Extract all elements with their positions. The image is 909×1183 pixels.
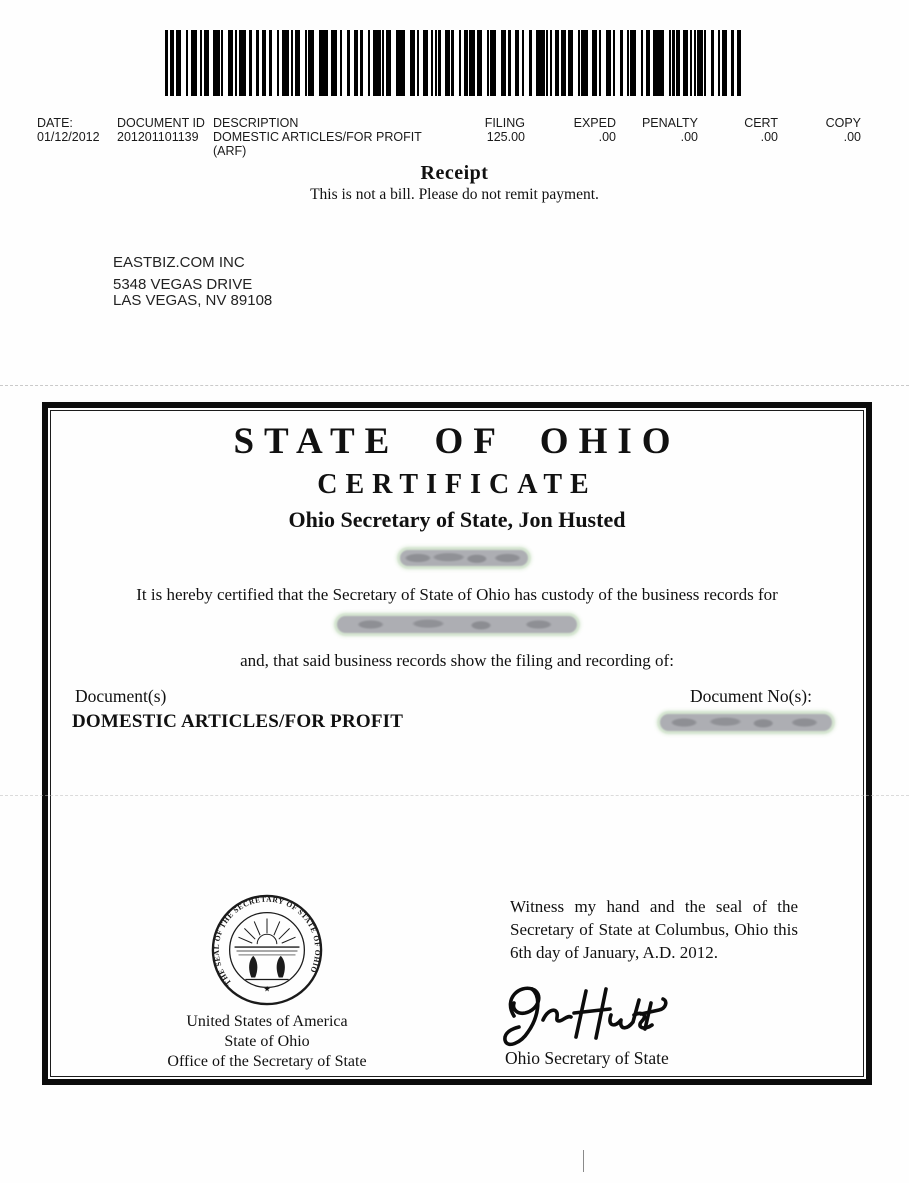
receipt-date-column [37, 116, 100, 144]
copy-label: COPY [825, 116, 861, 130]
seal-field-icon [235, 947, 300, 955]
copy-value: .00 [843, 130, 861, 144]
witness-statement: Witness my hand and the seal of the Secretary of State at Columbus, Ohio this 6th day of January, A.D. 2012. [510, 897, 798, 962]
redacted-text-1 [400, 550, 528, 566]
receipt-penalty-column [642, 116, 698, 144]
recipient-address-line1: 5348 VEGAS DRIVE [113, 276, 253, 293]
scan-artifact-tick [583, 1150, 584, 1172]
receipt-copy-column [826, 116, 861, 144]
date-value: 01/12/2012 [37, 130, 100, 144]
seal-star-icon: ★ [263, 984, 271, 994]
receipt-title: Receipt [420, 162, 489, 184]
documents-label: Document(s) [75, 686, 167, 706]
seal-wheat-sheaf-icons [245, 956, 288, 980]
receipt-cert-column [744, 116, 778, 144]
seal-caption-line1: United States of America [186, 1013, 348, 1030]
certificate-box [42, 402, 872, 1085]
exped-label: EXPED [573, 116, 616, 130]
filing-label: FILING [484, 116, 525, 130]
cert-label: CERT [744, 116, 778, 130]
recipient-address-block [113, 255, 272, 309]
penalty-label: PENALTY [641, 116, 698, 130]
scan-fold-line-middle [0, 795, 909, 796]
seal-caption-block [107, 1012, 427, 1072]
seal-caption-line2: State of Ohio [224, 1033, 310, 1050]
document-id-label: DOCUMENT ID [117, 116, 205, 130]
receipt-docid-column [117, 116, 205, 144]
scan-fold-line-top [0, 385, 909, 386]
seal-sun-icon [238, 919, 295, 945]
jon-husted-signature [498, 980, 673, 1052]
description-value: DOMESTIC ARTICLES/FOR PROFIT [213, 130, 422, 144]
recording-line: and, that said business records show the filing and recording of: [240, 651, 674, 670]
receipt-subtitle: This is not a bill. Please do not remit payment. [310, 186, 599, 203]
signer-title: Ohio Secretary of State [505, 1048, 669, 1068]
seal-caption-line3: Office of the Secretary of State [167, 1053, 367, 1070]
secretary-of-state-seal [208, 891, 326, 1009]
date-label: DATE: [37, 116, 73, 130]
barcode [165, 30, 743, 96]
recipient-name: EASTBIZ.COM INC [113, 254, 245, 271]
document-id-value: 201201101139 [117, 130, 199, 144]
recipient-address-line2: LAS VEGAS, NV 89108 [113, 292, 273, 309]
svg-text:THE SEAL OF THE SECRETARY OF S [212, 895, 323, 988]
redacted-document-number [660, 714, 832, 731]
redacted-business-name [337, 616, 577, 633]
certificate-doc-type: CERTIFICATE [317, 469, 597, 500]
receipt-filing-column [485, 116, 525, 144]
description-label: DESCRIPTION [213, 116, 299, 130]
description-value-2: (ARF) [213, 144, 247, 158]
cert-value: .00 [760, 130, 778, 144]
seal-ring-text: THE SEAL OF THE SECRETARY OF STATE OF OHIO [211, 894, 323, 988]
filing-value: 125.00 [486, 130, 525, 144]
certificate-state-title: STATE OF OHIO [233, 421, 681, 462]
document-nos-label: Document No(s): [690, 686, 812, 706]
receipt-description-column [213, 116, 453, 158]
receipt-exped-column [574, 116, 616, 144]
exped-value: .00 [598, 130, 616, 144]
penalty-value: .00 [680, 130, 698, 144]
document-name: DOMESTIC ARTICLES/FOR PROFIT [72, 711, 404, 732]
certificate-officer-line: Ohio Secretary of State, Jon Husted [288, 507, 626, 532]
certify-line: It is hereby certified that the Secretary of State of Ohio has custody of the business records for [136, 585, 778, 604]
